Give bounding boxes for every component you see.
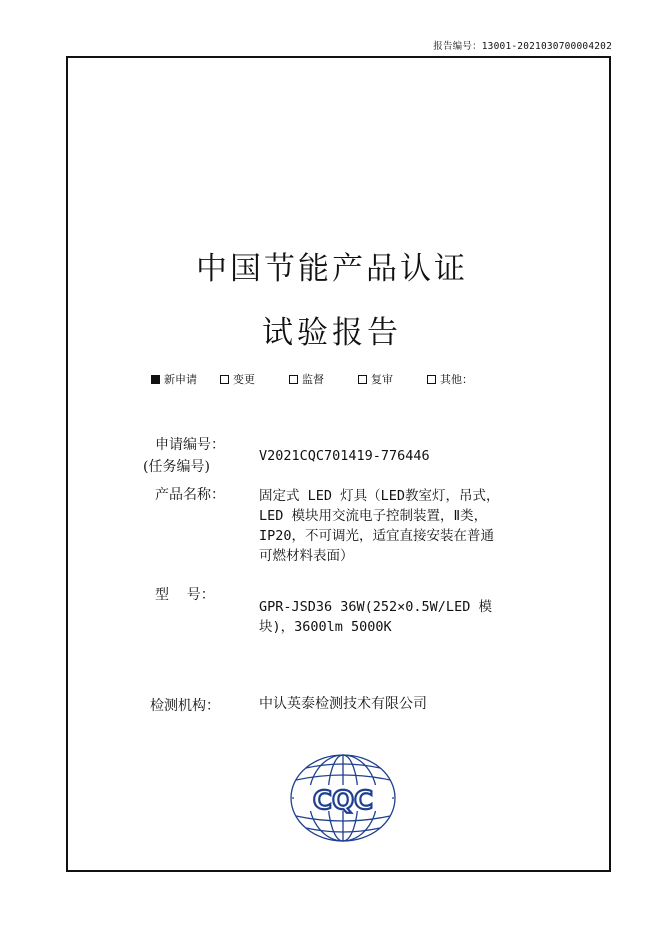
title-line-1: 中国节能产品认证 bbox=[196, 251, 468, 287]
title-line-2: 试验报告 bbox=[262, 315, 402, 351]
task-number-label: (任务编号) bbox=[143, 459, 210, 475]
model-line-2: 块)，3600lm 5000K bbox=[259, 619, 392, 635]
option-label: 新申请 bbox=[164, 373, 197, 386]
option-label: 复审 bbox=[371, 373, 393, 386]
logo-text: CQC bbox=[312, 786, 374, 816]
option-other[interactable] bbox=[427, 371, 473, 387]
option-supervision[interactable] bbox=[289, 371, 324, 387]
product-name-label: 产品名称： bbox=[155, 487, 225, 503]
testing-lab-value: 中认英泰检测技术有限公司 bbox=[259, 696, 427, 712]
empty-box-icon bbox=[427, 375, 436, 384]
option-new-application[interactable] bbox=[151, 371, 197, 387]
product-name-line-1: 固定式 LED 灯具（LED教室灯，吊式， bbox=[259, 488, 500, 504]
empty-box-icon bbox=[289, 375, 298, 384]
testing-lab-label: 检测机构： bbox=[150, 698, 220, 714]
report-number: 报告编号：13001-2021030700004202 bbox=[433, 41, 612, 52]
empty-box-icon bbox=[220, 375, 229, 384]
product-name-line-2: LED 模块用交流电子控制装置，Ⅱ类， bbox=[259, 508, 488, 524]
option-label: 监督 bbox=[302, 373, 324, 386]
model-line-1: GPR-JSD36 36W(252×0.5W/LED 模 bbox=[259, 599, 492, 615]
option-label: 变更 bbox=[233, 373, 255, 386]
option-label: 其他： bbox=[440, 373, 473, 386]
option-review[interactable] bbox=[358, 371, 393, 387]
product-name-line-4: 可燃材料表面） bbox=[259, 548, 354, 564]
model-label: 型 号： bbox=[155, 587, 215, 603]
application-number-value: V2021CQC701419-776446 bbox=[259, 448, 430, 464]
option-change[interactable] bbox=[220, 371, 255, 387]
product-name-line-3: IP20，不可调光，适宜直接安装在普通 bbox=[259, 528, 495, 544]
cqc-globe-logo-icon bbox=[288, 752, 398, 844]
checked-box-icon bbox=[151, 375, 160, 384]
application-number-label: 申请编号： bbox=[155, 437, 225, 453]
empty-box-icon bbox=[358, 375, 367, 384]
